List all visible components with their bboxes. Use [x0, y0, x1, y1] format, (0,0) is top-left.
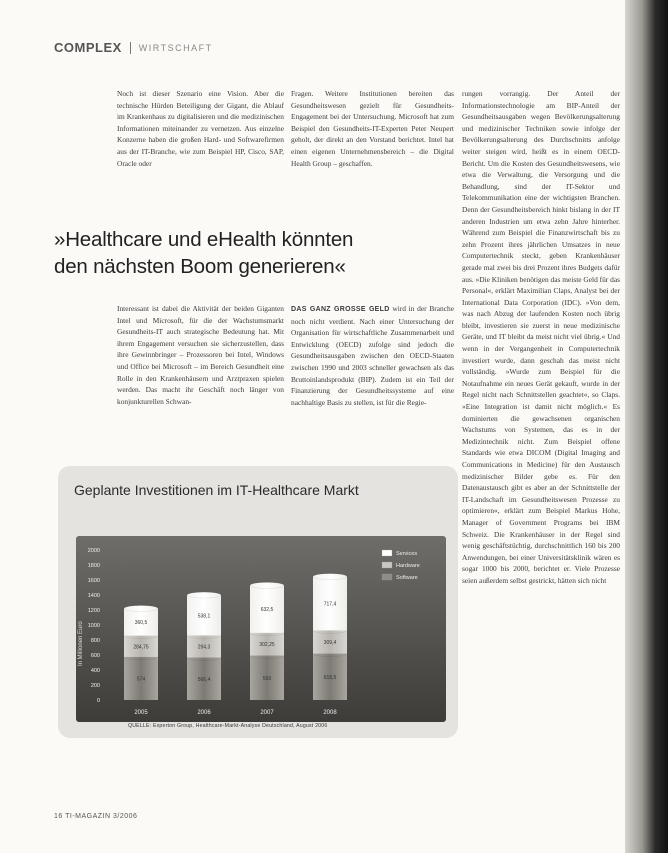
data-label: 302,25 [259, 642, 275, 649]
x-tick-label: 2008 [323, 710, 337, 716]
data-label: 717,4 [323, 601, 337, 608]
data-label: 566,4 [197, 676, 211, 683]
data-label: 618,5 [323, 674, 337, 681]
paragraph: Fragen. Weitere Institutionen bereiten das Gesundheitswesen gezielt für Gesundheits-Engagement bei der Untersuchung. Microsoft hat zum Beispiel den Gesundheits-IT-Experten Peter Neupert geholt, der direkt an den Vorstand berichtet. Intel hat einen eigenen Unternehmensbereich – die Digital Health Group – geschaffen. [291, 89, 454, 168]
y-tick-label: 600 [90, 653, 100, 659]
data-label: 309,4 [323, 640, 337, 647]
headline-line-1: »Healthcare und eHealth könnten [54, 228, 354, 251]
y-tick-label: 2000 [87, 548, 100, 554]
page-footer: 16 TI-MAGAZIN 3/2006 [54, 813, 138, 820]
bar-cap-services-2007 [250, 582, 284, 588]
paragraph: Noch ist dieser Szenario eine Vision. Aber die technische Hürden Beteiligung der Gigant, die Ablauf im Krankenhaus zu digitalisieren und die medizinischen Informationen miteinander zu vernetzen. Aus einzelne Konzerne haben die großen Hard- und Softwarefirmen aus der IT-Branche, wie zum Beispiel HP, Cisco, SAP, Oracle oder [117, 89, 284, 168]
article-column-1-mid [117, 303, 284, 453]
data-label: 574 [136, 676, 146, 683]
y-tick-label: 400 [90, 668, 100, 674]
page-binding-shadow [625, 0, 668, 853]
data-label: 360,5 [134, 620, 148, 627]
x-tick-label: 2006 [197, 710, 211, 716]
brand-logo: COMPLEX [54, 40, 122, 55]
data-label: 593 [262, 675, 272, 682]
data-label: 294,3 [197, 644, 211, 651]
chart-source: QUELLE: Experton Group, Healthcare-Markt-Analyse Deutschland, August 2006 [128, 723, 328, 729]
bar-cap-services-2008 [313, 574, 347, 580]
legend-label-services: Services [396, 551, 418, 557]
y-tick-label: 800 [90, 638, 100, 644]
bar-cap-services-2006 [187, 592, 221, 598]
data-label: 632,5 [260, 607, 274, 614]
article-column-1-top [117, 88, 284, 169]
y-tick-label: 1200 [87, 608, 100, 614]
bar-cap-services-2005 [124, 606, 158, 612]
x-tick-label: 2005 [134, 710, 148, 716]
y-tick-label: 200 [90, 683, 100, 689]
headline-line-2: den nächsten Boom generieren« [54, 255, 346, 278]
y-tick-label: 1800 [87, 563, 100, 569]
pull-quote-headline [54, 226, 454, 280]
x-tick-label: 2007 [260, 710, 274, 716]
paragraph-text: wird in der Branche noch nicht verdient. Nach einer Untersuchung der Organisation für wirtschaftliche Zusammenarbeit und Entwicklung (OECD) zufolge sind jedoch die Gesundheitsausgaben zwischen den OECD-Staaten zwischen 1990 und 2003 schneller gewachsen als das Bruttoinlandsprodukt (BIP). Zudem ist ein Teil der Finanzierung der Gesundheitssysteme auf eine nachhaltige Basis zu stellen, ist für die Regie- [291, 304, 454, 407]
article-column-2-mid [291, 303, 454, 453]
y-tick-label: 1400 [87, 593, 100, 599]
article-column-3 [462, 88, 620, 810]
data-label: 284,75 [133, 644, 149, 651]
legend-label-hardware: Hardware [396, 563, 420, 569]
legend-swatch-services [382, 550, 392, 556]
chart-title: Geplante Investitionen im IT-Healthcare Markt [74, 482, 359, 498]
chart-legend [382, 550, 420, 581]
paragraph [291, 303, 454, 408]
data-label: 538,1 [197, 613, 211, 620]
y-tick-label: 0 [96, 698, 100, 704]
section-lead-in: DAS GANZ GROSSE GELD [291, 306, 390, 313]
y-tick-label: 1600 [87, 578, 100, 584]
header-separator [130, 42, 131, 54]
section-label: WIRTSCHAFT [138, 42, 213, 53]
y-axis-label: In Millionen Euro [78, 621, 84, 666]
legend-swatch-hardware [382, 562, 392, 568]
y-tick-label: 1000 [87, 623, 100, 629]
legend-label-software: Software [396, 575, 418, 581]
article-column-2-top [291, 88, 454, 169]
paragraph: rungen vorrangig. Der Anteil der Informationstechnologie am BIP-Anteil der Gesundheitsausgaben wegen Bevölkerungsalterung und medizinischer Techniken sowie infolge der Bevölkerungsalterung des Durchschnitts anfolge weiter steigen wird, heißt es in einem OECD-Bericht. Um die Kosten des Gesundheitswesens, wie etwa die Verwaltung, die Versorgung und die Behandlung, sind der IT-Sektor und Telekommunikation eine der wichtigsten Branchen. Denn der Gesundheitsbereich hinkt bislang in der IT anderen Industrien um etwa zehn Jahre hinterher. Während zum Beispiel die Finanzwirtschaft bis zu zehn Prozent ihres jährlichen Umsatzes in neue Computertechnik steckt, geben Krankenhäuser gerade mal zwei bis drei Prozent ihres Budgets dafür aus. »Die Kliniken benötigen das meiste Geld für das Personal«, erklärt Maximilian Claps, Analyst bei der International Data Corporation (IDC). »Von dem, was nach Abzug der laufenden Kosten noch übrig bleibt, investieren sie zuerst in neue medizinische Geräte, und IT bleibt da meist nicht viel übrig.« Und wenn in der Vergangenheit in Computertechnik investiert wurde, dann geschah das meist nicht vollständig. »Wurde zum Beispiel für die Notaufnahme ein neues Gerät gekauft, wurde in der Regel nicht nach Schnittstellen geachtet«, so Claps. »Eine Integration ist damit nicht möglich.« Es dominierten die gewachsenen organischen Wachstums von Systemen, das es in der Medizintechnik nicht. Zum Beispiel offene Standards wie etwa DICOM (Digital Imaging and Communications in Medicine) für den Austausch medizinischer Bilder gebe es. Für den Datenaustausch gibt es aber an der Schnittstelle der IT-Landschaft im Gesundheitswesen Prozesse zu optimieren«, erklärt zum Beispiel Markus Hohe, Manager of Government Programs bei IBM Schweiz. Die Krankenhäuser in der Regel sind wenig geschäftstüchtig, durchschnittlich 160 bis 200 Anwendungen, bei einer Universitätsklinik wären es sogar 1000 bis 2000, berichtet er. Viele Prozesse seien außerdem selbst gestrickt, hätten sich nicht [462, 89, 620, 585]
legend-swatch-software [382, 574, 392, 580]
stacked-bar-chart [76, 536, 446, 722]
paragraph: Interessant ist dabei die Aktivität der beiden Giganten Intel und Microsoft, für die der Wachstumsmarkt Gesundheits-IT auch strategische Bedeutung hat. Mit ihrem Engagement versuchen sie sicherzustellen, dass ihre Gewinnbringer – Prozessoren bei Intel, Windows und Office bei Microsoft – im Bereich Gesundheit eine Rolle in den Krankenhäusern und Arztpraxen spielen werden. Das macht ihr Geschäft noch länger von konjunkturellen Schwan- [117, 304, 284, 406]
page-header [54, 40, 213, 55]
